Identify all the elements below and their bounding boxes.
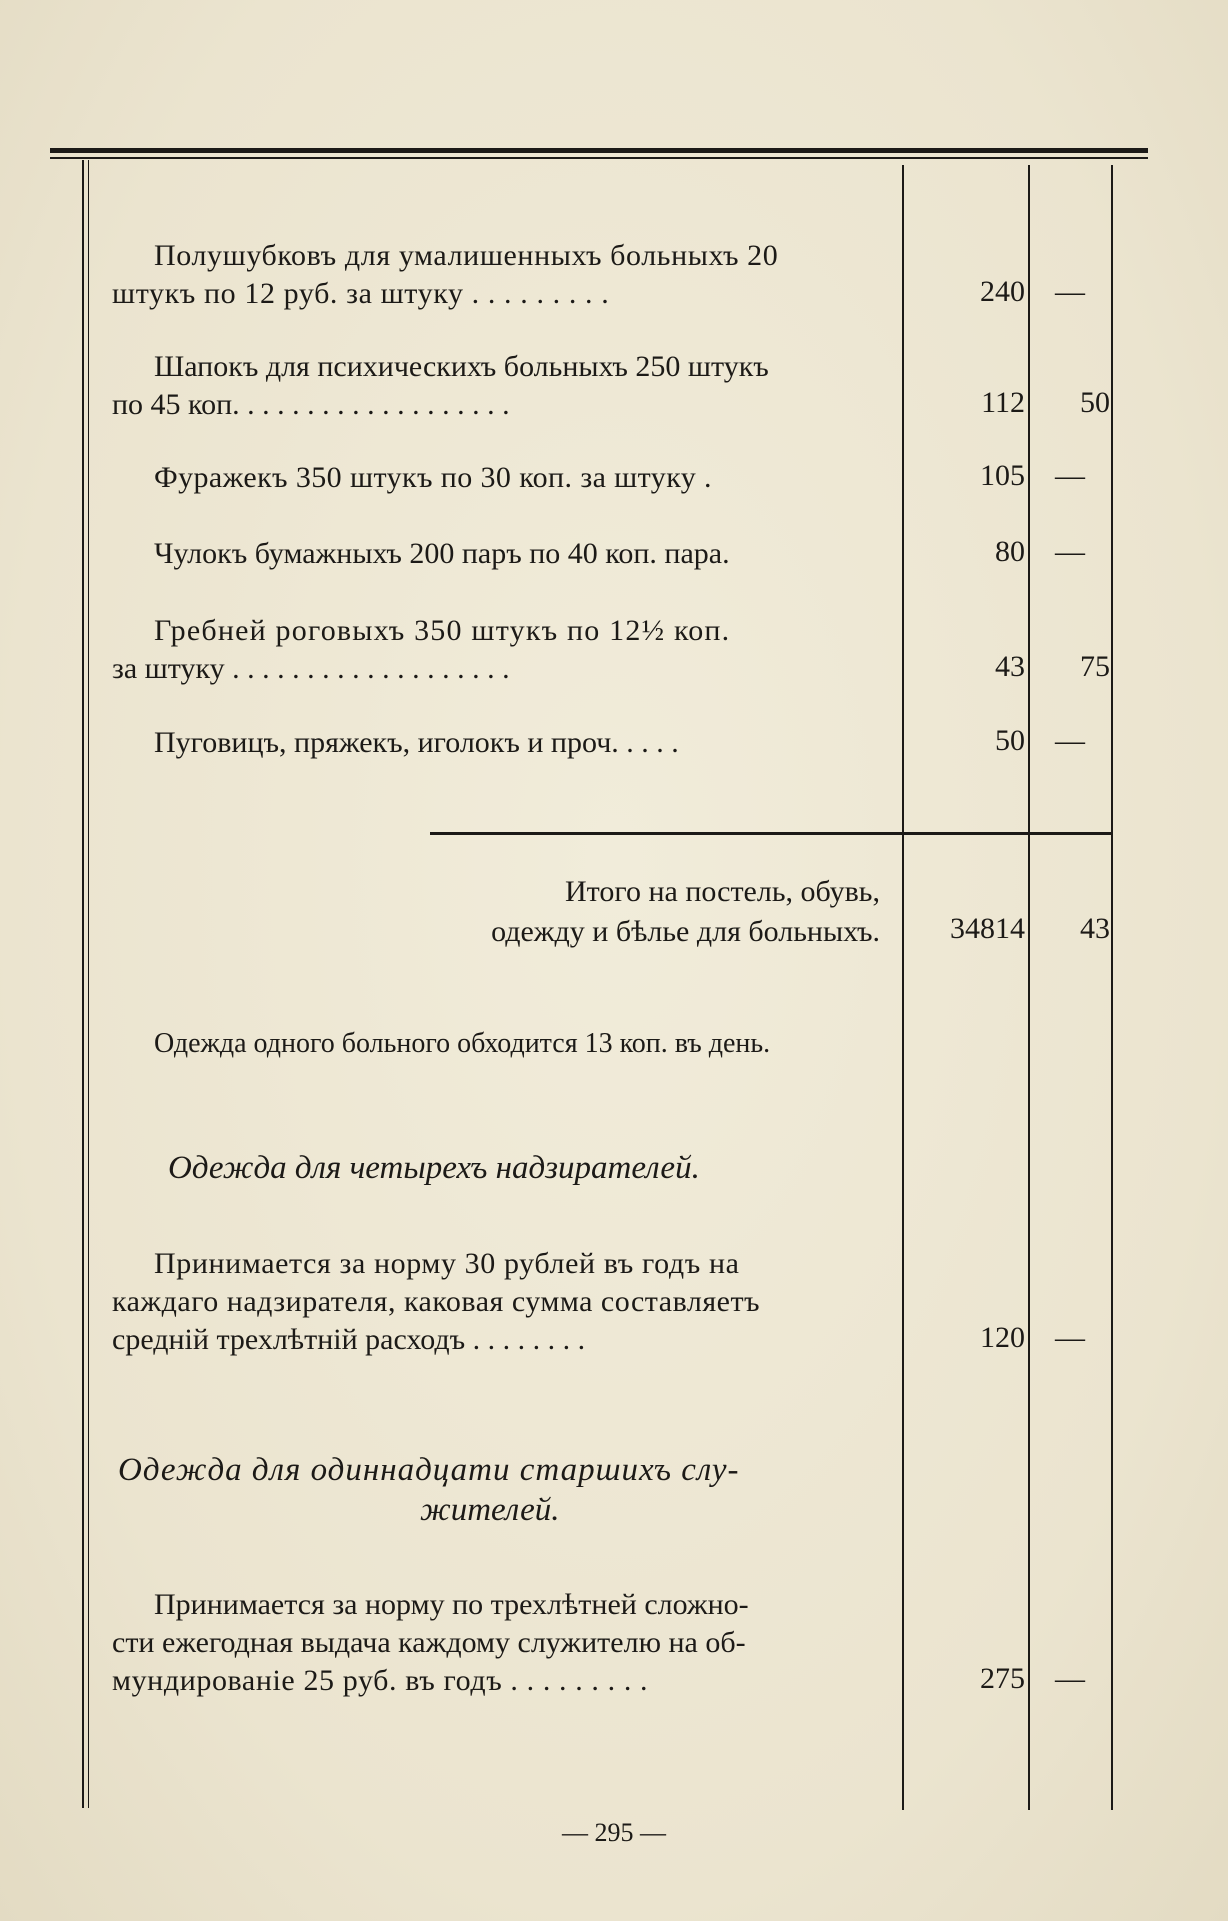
- rubles-value: 112: [981, 386, 1025, 419]
- kopecks-value: —: [1055, 535, 1085, 568]
- rubles-value: 240: [980, 275, 1025, 308]
- rubles-value: 105: [980, 459, 1025, 492]
- rubles-value: 275: [980, 1662, 1025, 1695]
- item-row-grebni: [112, 612, 882, 688]
- kopecks-value: —: [1055, 724, 1085, 757]
- right-border-line: [1111, 165, 1113, 1810]
- page-number: — 295 —: [562, 1818, 666, 1847]
- rubles-value: 120: [980, 1321, 1025, 1354]
- section-heading-senior-servants: Одежда для одиннадцати старшихъ слу-: [118, 1452, 740, 1488]
- section-heading-senior-servants-cont: жителей.: [420, 1492, 560, 1528]
- rubles-column-line: [902, 165, 904, 1810]
- section-line: средній трехлѣтній расходъ . . . . . . . .: [112, 1323, 586, 1356]
- cost-per-patient-note: [112, 1025, 882, 1063]
- section-line: Принимается за норму 30 рублей въ годъ на: [154, 1247, 740, 1280]
- left-border-line: [82, 160, 84, 1808]
- section-text-supervisors: [112, 1245, 882, 1359]
- total-kopecks-value: 43: [1080, 912, 1110, 945]
- rubles-value: 43: [995, 650, 1025, 683]
- kopecks-value: 50: [1080, 386, 1110, 419]
- kopecks-value: —: [1055, 459, 1085, 492]
- section-heading-supervisors: Одежда для четырехъ надзирателей.: [168, 1150, 700, 1186]
- item-row-furazhki: [112, 459, 882, 497]
- total-line: одежду и бѣлье для больныхъ.: [491, 915, 880, 948]
- item-row-chulki: [112, 535, 882, 573]
- rubles-value: 80: [995, 535, 1025, 568]
- total-rubles-value: 34814: [950, 912, 1025, 945]
- item-line: Чулокъ бумажныхъ 200 паръ по 40 коп. пара.: [154, 537, 730, 570]
- kopecks-value: 75: [1080, 650, 1110, 683]
- kopecks-value: —: [1055, 275, 1085, 308]
- item-line: Пуговицъ, пряжекъ, иголокъ и проч. . . . .: [154, 726, 679, 759]
- note-text: Одежда одного больного обходится 13 коп. въ день.: [154, 1028, 771, 1059]
- left-border-line-inner: [88, 160, 89, 1808]
- top-rule-thin: [50, 157, 1148, 159]
- item-line: Полушубковъ для умалишенныхъ больныхъ 20: [154, 239, 779, 272]
- section-line: каждаго надзирателя, каковая сумма составляетъ: [112, 1285, 761, 1318]
- total-line: Итого на постель, обувь,: [565, 875, 880, 908]
- kopecks-column-line: [1028, 165, 1030, 1810]
- section-text-senior-servants: [112, 1586, 882, 1700]
- item-line: штукъ по 12 руб. за штуку . . . . . . . . .: [112, 277, 610, 310]
- kopecks-value: —: [1055, 1321, 1085, 1354]
- item-row-pugovitsy: [112, 724, 882, 762]
- top-rule: [50, 148, 1148, 153]
- item-row-polushubki: [112, 237, 882, 313]
- section-line: сти ежегодная выдача каждому служителю на об-: [112, 1626, 746, 1659]
- rubles-value: 50: [995, 724, 1025, 757]
- item-line: Фуражекъ 350 штукъ по 30 коп. за штуку .: [154, 461, 712, 494]
- item-row-shapki: [112, 348, 882, 424]
- kopecks-value: —: [1055, 1662, 1085, 1695]
- item-line: Шапокъ для психическихъ больныхъ 250 штукъ: [154, 350, 769, 383]
- section-line: мундированіе 25 руб. въ годъ . . . . . . . . .: [112, 1664, 649, 1697]
- total-label: [400, 872, 880, 952]
- item-line: Гребней роговыхъ 350 штукъ по 12½ коп.: [154, 614, 731, 647]
- section-line: Принимается за норму по трехлѣтней сложно-: [154, 1588, 749, 1621]
- item-line: за штуку . . . . . . . . . . . . . . . . . . .: [112, 652, 510, 685]
- total-separator-line: [430, 832, 1112, 835]
- item-line: по 45 коп. . . . . . . . . . . . . . . . . . .: [112, 388, 510, 421]
